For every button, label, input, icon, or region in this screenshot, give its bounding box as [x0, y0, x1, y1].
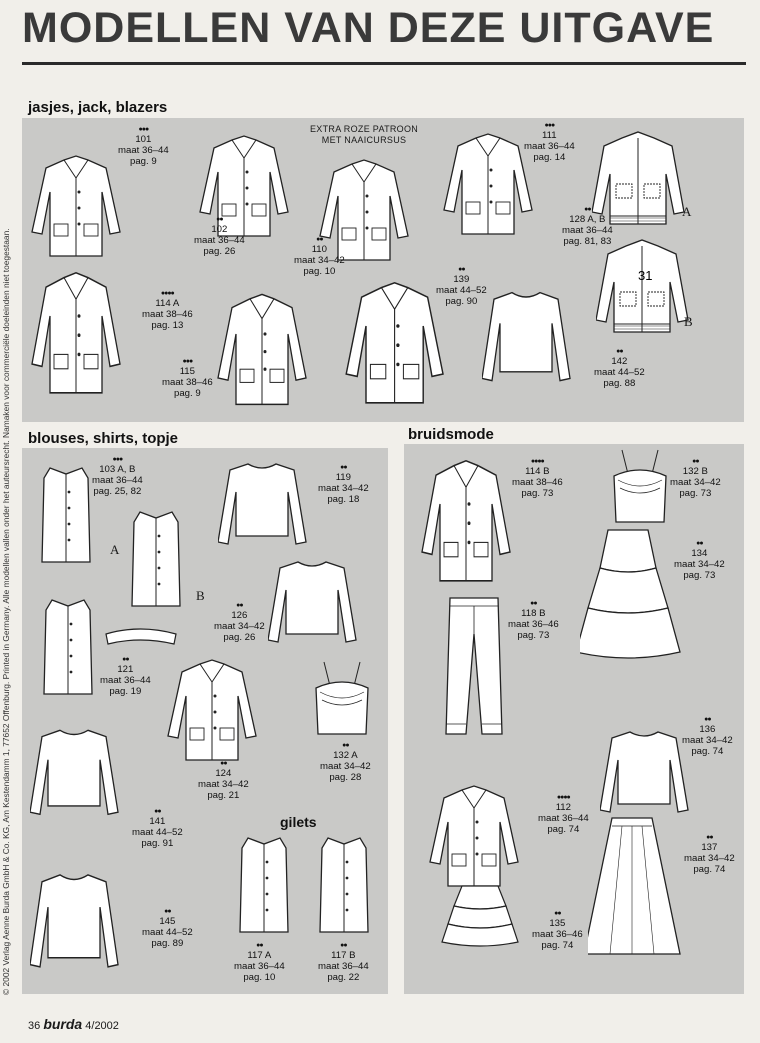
- garment-blouse-145[interactable]: [30, 868, 126, 978]
- garment-blouse-136[interactable]: [600, 726, 690, 816]
- model-label-134: ●● 134 maat 34–42 pag. 73: [674, 540, 725, 581]
- model-label-136: ●● 136 maat 34–42 pag. 74: [682, 716, 733, 757]
- page-number: 36: [28, 1020, 41, 1032]
- model-label-124: ●● 124 maat 34–42 pag. 21: [198, 760, 249, 801]
- garment-vest-103b[interactable]: [118, 506, 194, 616]
- garment-jacket-101[interactable]: [30, 152, 126, 260]
- panel-jackets: [22, 118, 744, 422]
- model-label-115: ●●● 115 maat 38–46 pag. 9: [162, 358, 213, 399]
- model-label-111: ●●● 111 maat 36–44 pag. 14: [524, 122, 575, 163]
- garment-jacket-114b[interactable]: [420, 456, 516, 586]
- garment-jacket-115[interactable]: [216, 290, 312, 410]
- garment-skirt-135[interactable]: [440, 884, 520, 954]
- model-label-114b: ●●●● 114 B maat 38–46 pag. 73: [512, 458, 563, 499]
- model-label-101: ●●● 101 maat 36–44 pag. 9: [118, 126, 169, 167]
- variant-label-b: B: [684, 314, 693, 329]
- garment-top-119[interactable]: [218, 458, 308, 548]
- copyright-side-text: © 2002 Verlag Aenne Burda GmbH & Co. KG, Am Kestendamm 1, 77652 Offenburg. Printed in Germany. Alle modellen vallen onder het auteursrecht. Namaken voor commerciële doeleinden niet toegestaan.: [1, 228, 11, 995]
- garment-top-121[interactable]: [30, 594, 106, 704]
- section-heading-jackets: jasjes, jack, blazers: [28, 99, 168, 116]
- jacket-number-graphic: 31: [638, 268, 653, 283]
- model-label-103ab: ●●● 103 A, B maat 36–44 pag. 25, 82: [92, 456, 143, 497]
- model-label-128ab: ●● 128 A, B maat 36–44 pag. 81, 83: [562, 206, 613, 247]
- garment-jacket-114a[interactable]: [30, 268, 126, 398]
- title-rule: [22, 62, 746, 65]
- garment-top-126[interactable]: [268, 556, 358, 652]
- model-label-139: ●● 139 maat 44–52 pag. 90: [436, 266, 487, 307]
- model-label-137: ●● 137 maat 34–42 pag. 74: [684, 834, 735, 875]
- variant-label-103a: A: [110, 542, 120, 557]
- garment-pants-118b[interactable]: [444, 594, 506, 738]
- garment-gilet-117b[interactable]: [306, 832, 382, 942]
- model-label-102: ●● 102 maat 36–44 pag. 26: [194, 216, 245, 257]
- model-label-114a: ●●●● 114 A maat 38–46 pag. 13: [142, 290, 193, 331]
- issue-date: 4/2002: [85, 1020, 119, 1032]
- panel-blouses: [22, 448, 388, 994]
- garment-gilet-117a[interactable]: [226, 832, 302, 942]
- garment-bomber-128b[interactable]: [596, 236, 690, 336]
- model-label-112: ●●●● 112 maat 36–44 pag. 74: [538, 794, 589, 835]
- variant-label-a: A: [682, 204, 692, 219]
- garment-cami-132a[interactable]: [310, 660, 374, 738]
- model-label-132a: ●● 132 A maat 34–42 pag. 28: [320, 742, 371, 783]
- garment-cami-132b[interactable]: [608, 448, 672, 526]
- garment-blouse-141[interactable]: [30, 724, 126, 834]
- subheading-gilets: gilets: [280, 814, 317, 830]
- brand-logo: burda: [43, 1016, 83, 1032]
- variant-label-103b: B: [196, 588, 205, 603]
- model-label-141: ●● 141 maat 44–52 pag. 91: [132, 808, 183, 849]
- panel-bridal: [404, 444, 744, 994]
- garment-blouse-142[interactable]: [482, 286, 578, 406]
- extra-pattern-note: EXTRA ROZE PATROON MET NAAICURSUS: [310, 124, 419, 145]
- garment-skirt-137[interactable]: [588, 814, 684, 958]
- page-footer: [28, 1016, 119, 1032]
- model-label-132b: ●● 132 B maat 34–42 pag. 73: [670, 458, 721, 499]
- model-label-142: ●● 142 maat 44–52 pag. 88: [594, 348, 645, 389]
- section-heading-bridal: bruidsmode: [408, 426, 494, 443]
- garment-jacket-112[interactable]: [428, 782, 524, 890]
- model-label-110: ●● 110 maat 34–42 pag. 10: [294, 236, 345, 277]
- model-label-117b: ●● 117 B maat 36–44 pag. 22: [318, 942, 369, 983]
- model-label-126: ●● 126 maat 34–42 pag. 26: [214, 602, 265, 643]
- garment-skirt-134[interactable]: [580, 528, 684, 668]
- model-label-119: ●● 119 maat 34–42 pag. 18: [318, 464, 369, 505]
- garment-collar-121[interactable]: [104, 626, 180, 648]
- model-label-121: ●● 121 maat 36–44 pag. 19: [100, 656, 151, 697]
- model-label-135: ●● 135 maat 36–46 pag. 74: [532, 910, 583, 951]
- model-label-145: ●● 145 maat 44–52 pag. 89: [142, 908, 193, 949]
- model-label-117a: ●● 117 A maat 36–44 pag. 10: [234, 942, 285, 983]
- model-label-118b: ●● 118 B maat 36–46 pag. 73: [508, 600, 559, 641]
- garment-jacket-124[interactable]: [166, 656, 262, 766]
- page-title: MODELLEN VAN DEZE UITGAVE: [22, 4, 715, 52]
- section-heading-blouses: blouses, shirts, topje: [28, 430, 179, 447]
